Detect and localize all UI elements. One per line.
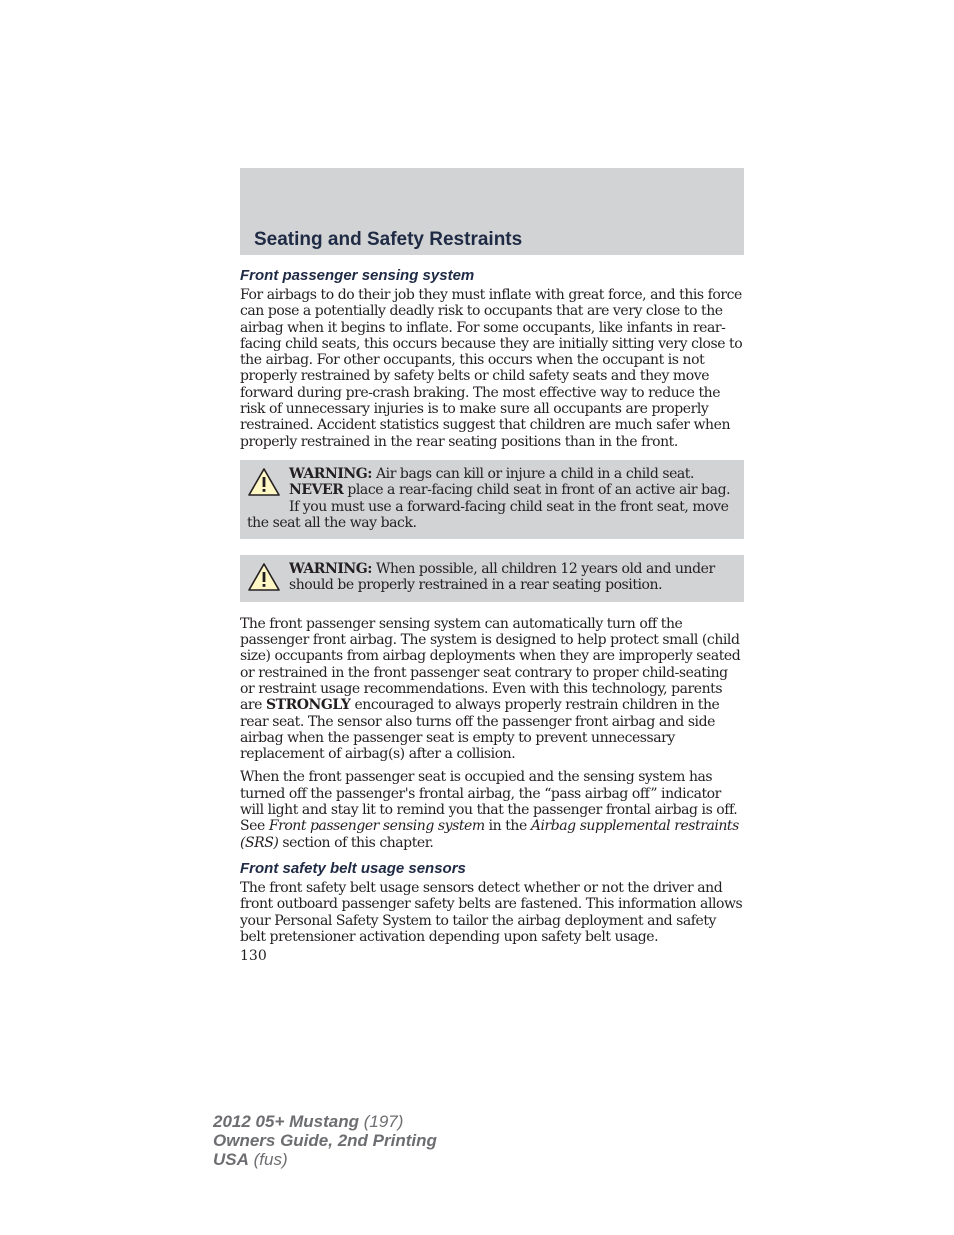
- paragraph-pass-airbag-off: [240, 769, 744, 850]
- footer-guide: Owners Guide, 2nd Printing: [213, 1131, 437, 1150]
- warning-triangle-icon: [247, 561, 287, 595]
- footer-market-code: (fus): [248, 1150, 288, 1169]
- strongly-emphasis: STRONGLY: [265, 697, 351, 714]
- paragraph-text: in the: [484, 818, 531, 835]
- cross-reference-airbag-srs: Airbag supplemental restraints (SRS): [240, 818, 739, 851]
- section-heading-belt-sensors: Front safety belt usage sensors: [240, 859, 466, 877]
- warning-label: WARNING:: [289, 465, 372, 482]
- footer-line-model: [213, 1112, 437, 1131]
- never-emphasis: NEVER: [289, 482, 344, 499]
- paragraph-sensing-system: [240, 616, 744, 763]
- paragraph-belt-sensors: The front safety belt usage sensors detect whether or not the driver and front outboard passenger safety belts are fastened. This information allows your Personal Safety System to tailor the airbag deployment and safety belt pretensioner activation depending upon safety belt usage.: [240, 879, 743, 945]
- section-heading-passenger-sensing: Front passenger sensing system: [240, 267, 475, 284]
- footer-market: USA: [213, 1150, 249, 1169]
- warning-text-continued: place a rear-facing child seat in front of an active air bag. If you must use a forward-facing child seat in the front seat, move the seat all the way back.: [247, 482, 731, 531]
- footer-model: 2012 05+ Mustang: [213, 1112, 359, 1131]
- footer-line-market: [213, 1150, 437, 1169]
- paragraph-text: The front passenger sensing system can automatically turn off the passenger front airbag. The system is designed to help protect small (child size) occupants from airbag deployments when they are improperly seated or restrained in the front passenger seat contrary to proper child-seating or restraint usage recommendations. Even with this technology, parents are: [240, 615, 741, 714]
- warning-text: When possible, all children 12 years old and under should be properly restrained in a rear seating position.: [289, 561, 715, 594]
- warning-box-child-seat: [240, 460, 744, 539]
- footer-model-code: (197): [359, 1112, 404, 1131]
- chapter-header-band: [240, 168, 744, 255]
- warning-label: WARNING:: [289, 561, 372, 578]
- paragraph-text: encouraged to always properly restrain children in the rear seat. The sensor also turns off the passenger front airbag and side airbag when the passenger seat is empty to prevent unnecessary replacement of airbag(s) after a collision.: [240, 697, 720, 763]
- cross-reference-sensing-system: Front passenger sensing system: [268, 818, 485, 835]
- chapter-title: Seating and Safety Restraints: [254, 229, 523, 250]
- footer-line-guide: [213, 1131, 437, 1150]
- paragraph-text: When the front passenger seat is occupied and the sensing system has turned off the passenger's frontal airbag, the “pass airbag off” indicator will light and stay lit to remind you that the passenger frontal airbag is off. See: [240, 769, 738, 835]
- warning-box-rear-seating: [240, 555, 744, 602]
- document-footer: [213, 1112, 437, 1169]
- paragraph-text: section of this chapter.: [278, 834, 434, 851]
- page-content: [240, 267, 744, 964]
- warning-triangle-icon: [247, 466, 287, 500]
- warning-text: Air bags can kill or injure a child in a child seat.: [372, 465, 694, 482]
- page-number: 130: [240, 948, 267, 965]
- paragraph-airbag-force: For airbags to do their job they must inflate with great force, and this force can pose a potentially deadly risk to occupants that are very close to the airbag when it begins to inflate. For some occupants, like infants in rear-facing child seats, this occurs because they are initially sitting very close to the airbag. For other occupants, this occurs when the occupant is not properly restrained by safety belts or child safety seats and they move forward during pre-crash braking. The most effective way to reduce the risk of unnecessary injuries is to make sure all occupants are properly restrained. Accident statistics suggest that children are much safer when properly restrained in the rear seating positions than in the front.: [240, 287, 743, 450]
